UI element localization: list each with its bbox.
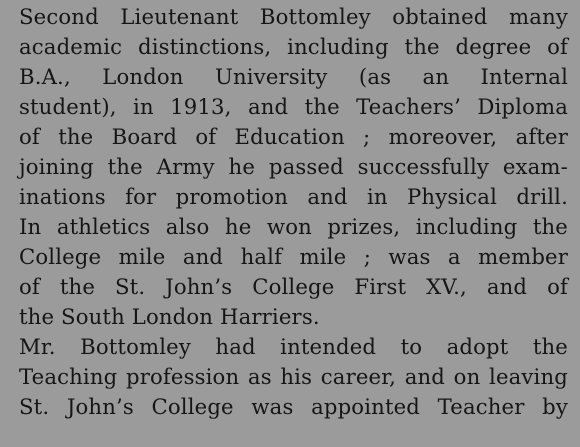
text-line: of the Board of Education ; moreover, after bbox=[19, 124, 568, 149]
text-line: joining the Army he passed successfully exam- bbox=[19, 154, 568, 179]
text-line: of the St. John’s College First XV., and of bbox=[19, 274, 568, 299]
text-line: Second Lieutenant Bottomley obtained many bbox=[19, 4, 568, 29]
text-line: Teaching profession as his career, and on leaving bbox=[19, 364, 568, 389]
body-text bbox=[19, 2, 568, 422]
text-line: academic distinctions, including the degree of bbox=[19, 34, 568, 59]
text-line: B.A., London University (as an Internal bbox=[19, 64, 568, 89]
text-line: student), in 1913, and the Teachers’ Diploma bbox=[19, 94, 568, 119]
text-line: Mr. Bottomley had intended to adopt the bbox=[19, 334, 568, 359]
text-line: In athletics also he won prizes, including the bbox=[19, 214, 568, 239]
text-line: College mile and half mile ; was a member bbox=[19, 244, 568, 269]
text-line: inations for promotion and in Physical drill. bbox=[19, 184, 568, 209]
text-line: the South London Harriers. bbox=[19, 304, 320, 329]
text-line: St. John’s College was appointed Teacher by bbox=[19, 394, 568, 419]
